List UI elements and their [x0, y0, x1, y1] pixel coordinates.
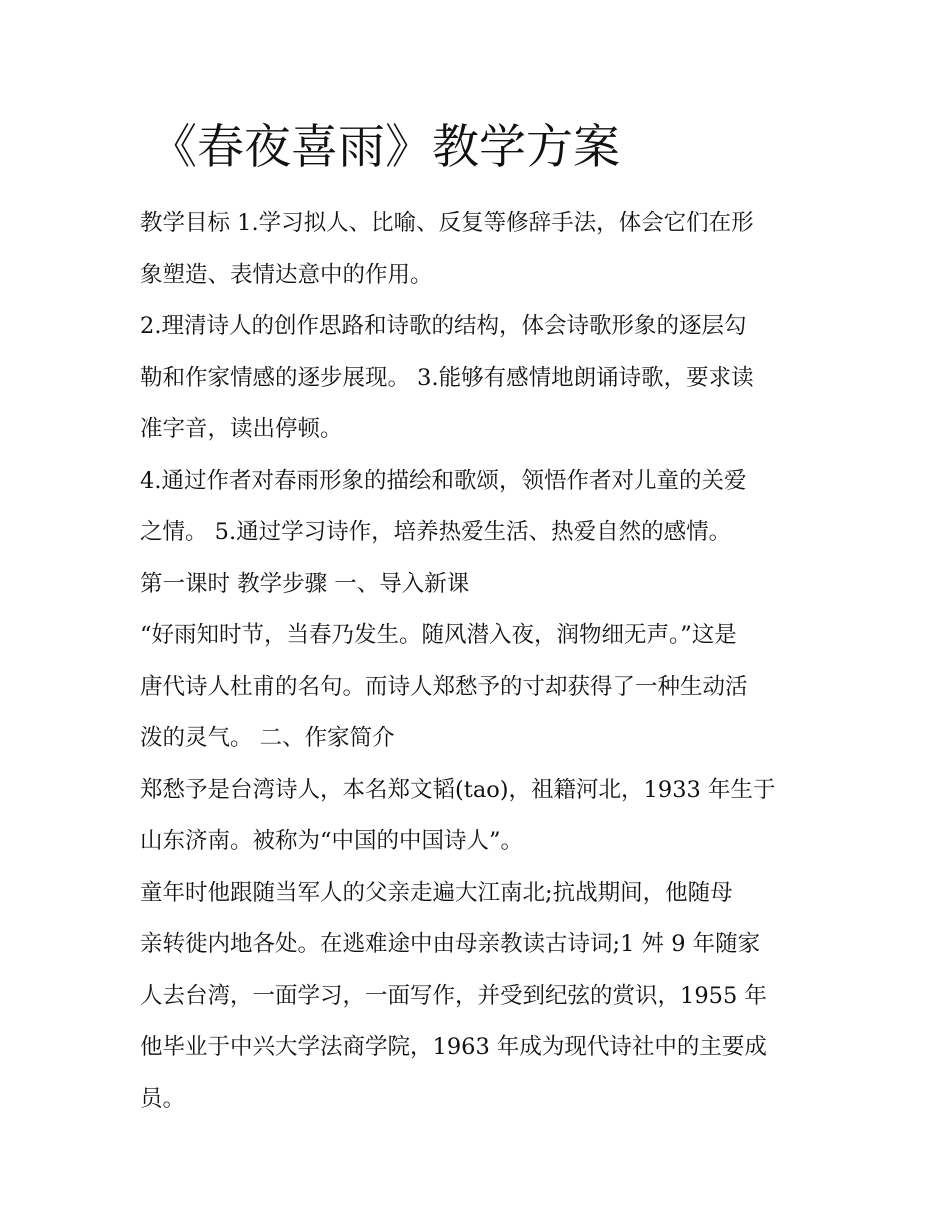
- body-line: 他毕业于中兴大学法商学院，1963 年成为现代诗社中的主要成: [140, 1034, 767, 1060]
- body-line: 人去台湾，一面学习，一面写作，并受到纪弦的赏识，1955 年: [140, 982, 767, 1009]
- body-line: 亲转徙内地各处。在逃难途中由母亲教读古诗词;1 舛 9 年随家: [140, 931, 761, 957]
- document-body: [140, 198, 830, 1125]
- body-line: 教学目标 1.学习拟人、比喻、反复等修辞手法，体会它们在形: [140, 210, 754, 236]
- body-line: 勒和作家情感的逐步展现。 3.能够有感情地朗诵诗歌，要求读: [140, 364, 754, 391]
- body-line: 郑愁予是台湾诗人，本名郑文韬(tao)，祖籍河北，1933 年生于: [140, 776, 776, 803]
- document-title: 《春夜喜雨》教学方案: [150, 120, 620, 175]
- body-line: 2.理清诗人的创作思路和诗歌的结构，体会诗歌形象的逐层勾: [140, 313, 747, 339]
- body-line: 员。: [140, 1085, 186, 1112]
- body-line: 童年时他跟随当军人的父亲走遍大江南北;抗战期间，他随母: [140, 879, 733, 906]
- body-line: 唐代诗人杜甫的名句。而诗人郑愁予的寸却获得了一种生动活: [140, 673, 748, 700]
- body-line: 之情。 5.通过学习诗作，培养热爱生活、热爱自然的感情。: [140, 519, 732, 545]
- body-line: “好雨知时节，当春乃发生。随风潜入夜，润物细无声。”这是: [140, 622, 737, 648]
- body-line: 第一课时 教学步骤 一、导入新课: [140, 570, 470, 597]
- body-line: 山东济南。被称为“中国的中国诗人”。: [140, 828, 524, 854]
- body-line: 象塑造、表情达意中的作用。: [140, 261, 433, 288]
- body-line: 4.通过作者对春雨形象的描绘和歌颂，领悟作者对儿童的关爱: [140, 467, 747, 494]
- body-line: 泼的灵气。 二、作家简介: [140, 725, 395, 751]
- body-line: 准字音，读出停顿。: [140, 416, 343, 442]
